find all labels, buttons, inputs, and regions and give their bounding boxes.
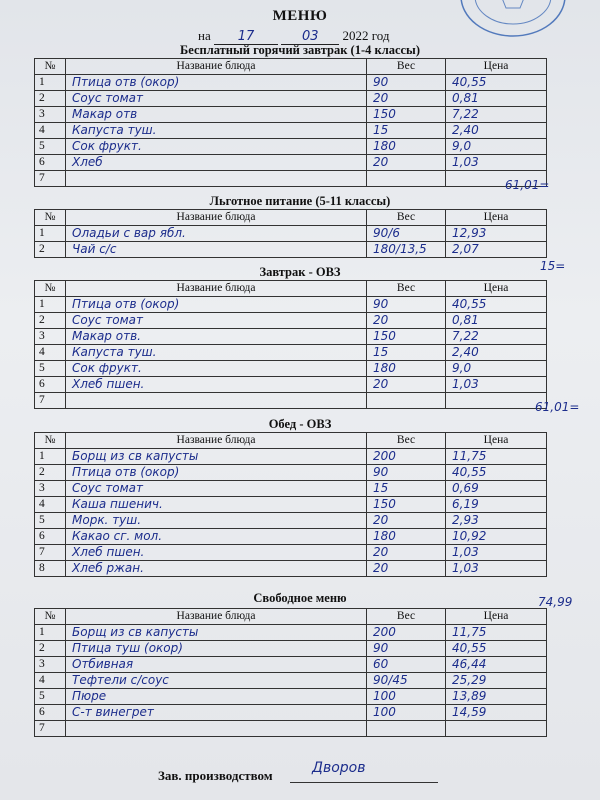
table-cell: 150	[367, 329, 446, 345]
table-row	[35, 123, 547, 139]
section-total-breakfast-ovz: 61,01=	[535, 400, 580, 414]
table-row	[35, 497, 547, 513]
table-cell: Хлеб пшен.	[66, 545, 367, 561]
table-cell	[367, 171, 446, 187]
table-cell: 40,55	[446, 297, 547, 313]
table-row	[35, 393, 547, 409]
table-row	[35, 107, 547, 123]
table-cell: 15	[367, 481, 446, 497]
table-cell: 2	[35, 91, 66, 107]
table-header: № Название блюда Вес Цена	[35, 210, 547, 226]
table-cell: Птица отв (окор)	[66, 297, 367, 313]
table-cell: Сок фрукт.	[66, 361, 367, 377]
table-cell: 20	[367, 377, 446, 393]
table-cell: 150	[367, 497, 446, 513]
table-cell: Каша пшенич.	[66, 497, 367, 513]
table-cell: 15	[367, 123, 446, 139]
table-cell: Какао сг. мол.	[66, 529, 367, 545]
table-cell: 14,59	[446, 705, 547, 721]
table-cell: 20	[367, 313, 446, 329]
section-title-breakfast-ovz: Завтрак - ОВЗ	[259, 265, 341, 279]
page-title: МЕНЮ	[272, 8, 328, 24]
table-row	[35, 561, 547, 577]
table-cell: Птица туш (окор)	[66, 641, 367, 657]
table-cell: 1	[35, 625, 66, 641]
table-header: № Название блюда Вес Цена	[35, 609, 547, 625]
table-cell: 40,55	[446, 465, 547, 481]
table-row	[35, 705, 547, 721]
menu-table-lunch-ovz	[34, 432, 547, 577]
table-cell: С-т винегрет	[66, 705, 367, 721]
table-cell: 40,55	[446, 641, 547, 657]
table-cell: 90	[367, 465, 446, 481]
table-row	[35, 345, 547, 361]
table-cell: Хлеб	[66, 155, 367, 171]
table-cell: 20	[367, 155, 446, 171]
table-cell: 2	[35, 465, 66, 481]
table-row	[35, 641, 547, 657]
table-cell: 20	[367, 561, 446, 577]
table-cell: 11,75	[446, 625, 547, 641]
table-row	[35, 75, 547, 91]
table-cell: 6	[35, 705, 66, 721]
table-cell: 2	[35, 313, 66, 329]
table-cell: 5	[35, 689, 66, 705]
table-row	[35, 297, 547, 313]
table-cell: Борщ из св капусты	[66, 449, 367, 465]
table-cell: Чай с/с	[66, 242, 367, 258]
table-cell: 2,93	[446, 513, 547, 529]
table-header: № Название блюда Вес Цена	[35, 281, 547, 297]
table-cell: Птица отв (окор)	[66, 75, 367, 91]
table-row	[35, 155, 547, 171]
table-cell: 4	[35, 345, 66, 361]
table-cell: 0,81	[446, 313, 547, 329]
table-row	[35, 449, 547, 465]
menu-table-free-menu	[34, 608, 547, 737]
table-cell: 1	[35, 226, 66, 242]
table-cell: Отбивная	[66, 657, 367, 673]
table-cell: 15	[367, 345, 446, 361]
table-cell: 9,0	[446, 361, 547, 377]
table-cell: Хлеб пшен.	[66, 377, 367, 393]
table-cell: 40,55	[446, 75, 547, 91]
table-header: № Название блюда Вес Цена	[35, 433, 547, 449]
table-cell: Соус томат	[66, 313, 367, 329]
table-cell: 150	[367, 107, 446, 123]
table-cell: 20	[367, 545, 446, 561]
table-cell: 7,22	[446, 107, 547, 123]
table-row	[35, 242, 547, 258]
table-cell: Капуста туш.	[66, 345, 367, 361]
table-cell: 3	[35, 481, 66, 497]
table-cell: 90	[367, 641, 446, 657]
table-cell: 200	[367, 449, 446, 465]
table-cell: Борщ из св капусты	[66, 625, 367, 641]
table-cell: 5	[35, 139, 66, 155]
table-cell: 2,40	[446, 345, 547, 361]
table-cell: 180/13,5	[367, 242, 446, 258]
table-row	[35, 545, 547, 561]
table-cell	[66, 721, 367, 737]
table-header: № Название блюда Вес Цена	[35, 59, 547, 75]
table-cell	[446, 393, 547, 409]
table-cell: 12,93	[446, 226, 547, 242]
table-cell: 3	[35, 107, 66, 123]
section-total-subsidized: 15=	[540, 259, 566, 273]
menu-table-breakfast	[34, 58, 547, 187]
table-cell: 7	[35, 545, 66, 561]
table-cell: 2,07	[446, 242, 547, 258]
table-cell: 5	[35, 361, 66, 377]
signature-line	[290, 782, 438, 783]
table-row	[35, 361, 547, 377]
table-cell: 7	[35, 171, 66, 187]
section-total-breakfast: 61,01=	[505, 178, 550, 192]
table-cell: 0,81	[446, 91, 547, 107]
table-cell: 1,03	[446, 545, 547, 561]
table-cell: 200	[367, 625, 446, 641]
section-total-lunch-ovz: 74,99	[538, 595, 573, 609]
section-title-breakfast: Бесплатный горячий завтрак (1-4 классы)	[180, 43, 420, 57]
table-cell: 180	[367, 529, 446, 545]
table-cell: 20	[367, 513, 446, 529]
table-cell: 1,03	[446, 155, 547, 171]
table-cell: 6	[35, 377, 66, 393]
date-year: 2022 год	[342, 28, 390, 43]
section-title-free-menu: Свободное меню	[253, 591, 347, 605]
table-cell: 2,40	[446, 123, 547, 139]
table-row	[35, 481, 547, 497]
table-cell: 7	[35, 393, 66, 409]
table-cell: Капуста туш.	[66, 123, 367, 139]
table-cell: 6	[35, 155, 66, 171]
table-cell: 90	[367, 297, 446, 313]
table-cell: 2	[35, 641, 66, 657]
menu-table-breakfast-ovz	[34, 280, 547, 409]
table-cell: 1	[35, 75, 66, 91]
table-cell	[66, 393, 367, 409]
table-cell: 1,03	[446, 561, 547, 577]
table-cell: 10,92	[446, 529, 547, 545]
table-cell	[66, 171, 367, 187]
table-row	[35, 226, 547, 242]
table-cell: 90/45	[367, 673, 446, 689]
table-cell: 9,0	[446, 139, 547, 155]
table-row	[35, 91, 547, 107]
section-title-subsidized: Льготное питание (5-11 классы)	[209, 194, 391, 208]
table-cell	[367, 393, 446, 409]
section-title-lunch-ovz: Обед - ОВЗ	[268, 417, 332, 431]
table-cell: 1,03	[446, 377, 547, 393]
table-cell: Сок фрукт.	[66, 139, 367, 155]
table-cell: 4	[35, 673, 66, 689]
date-prefix: на	[198, 28, 211, 43]
table-cell: 1	[35, 449, 66, 465]
table-cell: 7	[35, 721, 66, 737]
table-cell: 3	[35, 657, 66, 673]
table-cell: Соус томат	[66, 91, 367, 107]
menu-table-subsidized	[34, 209, 547, 258]
table-cell: Макар отв	[66, 107, 367, 123]
table-row	[35, 313, 547, 329]
table-row	[35, 513, 547, 529]
table-cell: 11,75	[446, 449, 547, 465]
table-cell: 0,69	[446, 481, 547, 497]
date-month: 03	[301, 29, 319, 44]
table-cell	[367, 721, 446, 737]
table-cell: 60	[367, 657, 446, 673]
table-cell: 20	[367, 91, 446, 107]
table-row	[35, 673, 547, 689]
table-cell: 25,29	[446, 673, 547, 689]
table-cell: 5	[35, 513, 66, 529]
table-row	[35, 329, 547, 345]
table-row	[35, 721, 547, 737]
table-cell: 3	[35, 329, 66, 345]
table-cell: 7,22	[446, 329, 547, 345]
table-cell: 8	[35, 561, 66, 577]
table-cell: Соус томат	[66, 481, 367, 497]
table-cell: 90	[367, 75, 446, 91]
table-cell: Макар отв.	[66, 329, 367, 345]
table-row	[35, 139, 547, 155]
table-cell: Тефтели с/соус	[66, 673, 367, 689]
table-cell: Морк. туш.	[66, 513, 367, 529]
table-cell: 13,89	[446, 689, 547, 705]
table-cell: 100	[367, 705, 446, 721]
table-cell: 6,19	[446, 497, 547, 513]
table-cell: Хлеб ржан.	[66, 561, 367, 577]
signature: Дворов	[312, 760, 366, 776]
table-row	[35, 377, 547, 393]
date-day: 17	[237, 29, 255, 44]
table-row	[35, 465, 547, 481]
footer-label: Зав. производством	[158, 768, 273, 783]
table-row	[35, 689, 547, 705]
table-cell: 180	[367, 361, 446, 377]
table-row	[35, 625, 547, 641]
table-cell: 1	[35, 297, 66, 313]
table-row	[35, 657, 547, 673]
table-cell: 6	[35, 529, 66, 545]
table-cell: 4	[35, 497, 66, 513]
table-cell: 2	[35, 242, 66, 258]
table-cell: 46,44	[446, 657, 547, 673]
table-row	[35, 171, 547, 187]
table-cell	[446, 721, 547, 737]
table-row	[35, 529, 547, 545]
table-cell: Оладьи с вар ябл.	[66, 226, 367, 242]
table-cell: 180	[367, 139, 446, 155]
table-cell: Пюре	[66, 689, 367, 705]
table-cell: 4	[35, 123, 66, 139]
table-cell: 100	[367, 689, 446, 705]
table-cell: 90/6	[367, 226, 446, 242]
table-cell: Птица отв (окор)	[66, 465, 367, 481]
